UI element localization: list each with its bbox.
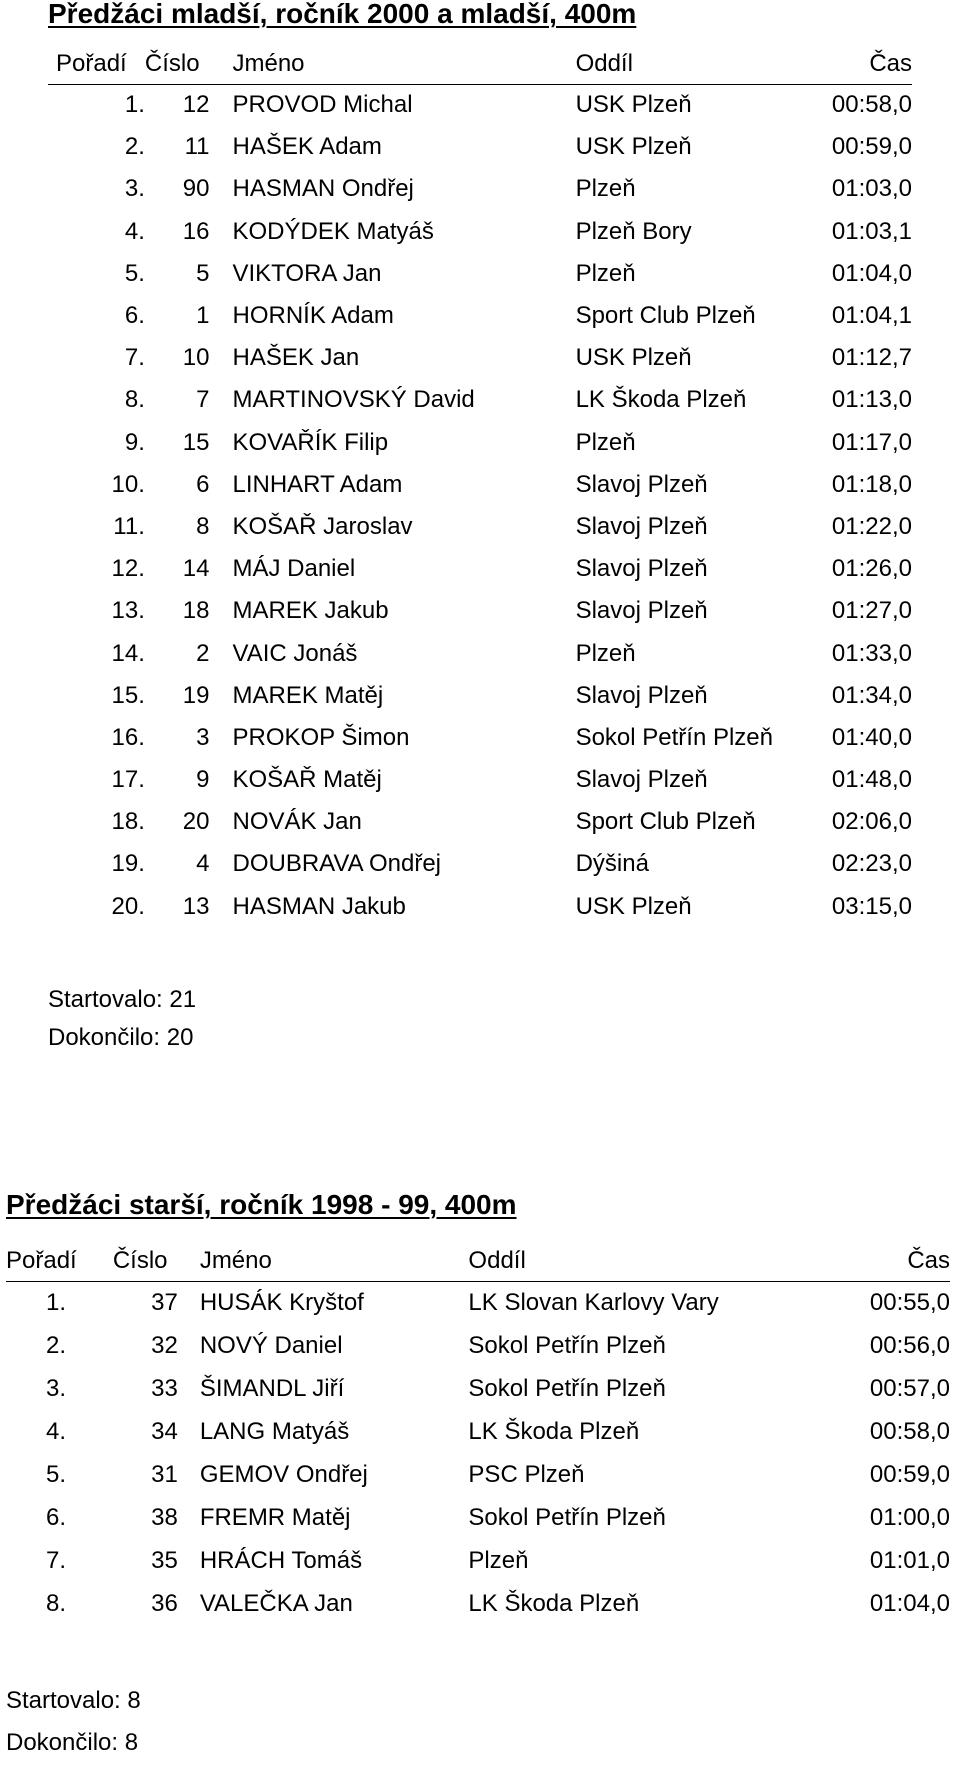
cell-rank: 2. xyxy=(124,133,145,161)
table-row xyxy=(6,1496,950,1539)
table-row xyxy=(48,253,912,295)
cell-rank: 7. xyxy=(124,344,145,372)
table-row xyxy=(48,464,912,506)
cell-club: LK Slovan Karlovy Vary xyxy=(468,1288,719,1316)
cell-number: 5 xyxy=(196,259,210,287)
cell-rank: 15. xyxy=(111,681,145,709)
cell-number: 3 xyxy=(196,723,210,751)
table-row xyxy=(6,1281,950,1324)
header-time: Čas xyxy=(869,50,912,77)
table-row xyxy=(48,843,912,885)
header-club: Oddíl xyxy=(575,50,633,77)
table-header-row xyxy=(48,50,912,84)
cell-name: GEMOV Ondřej xyxy=(199,1460,368,1488)
cell-time: 01:33,0 xyxy=(831,639,912,667)
cell-time: 01:22,0 xyxy=(831,512,912,540)
cell-rank: 7. xyxy=(46,1546,67,1574)
table-row xyxy=(48,422,912,464)
cell-club: Sokol Petřín Plzeň xyxy=(468,1503,666,1531)
cell-club: Dýšiná xyxy=(575,850,649,878)
cell-club: USK Plzeň xyxy=(575,344,692,372)
cell-rank: 8. xyxy=(46,1589,67,1617)
cell-time: 01:04,0 xyxy=(831,259,912,287)
cell-name: VALEČKA Jan xyxy=(199,1589,353,1617)
cell-time: 00:59,0 xyxy=(831,133,912,161)
cell-name: MAREK Jakub xyxy=(232,597,389,625)
cell-club: Sokol Petřín Plzeň xyxy=(468,1331,666,1359)
cell-rank: 20. xyxy=(111,892,145,920)
cell-time: 01:12,7 xyxy=(831,344,912,372)
cell-club: USK Plzeň xyxy=(575,892,692,920)
cell-name: HASMAN Ondřej xyxy=(232,175,414,203)
table-row xyxy=(6,1539,950,1582)
cell-number: 6 xyxy=(196,470,210,498)
cell-name: VIKTORA Jan xyxy=(232,259,382,287)
table-row xyxy=(48,337,912,379)
cell-name: LANG Matyáš xyxy=(199,1417,350,1445)
cell-time: 01:13,0 xyxy=(831,386,912,414)
cell-club: Plzeň xyxy=(575,428,636,456)
cell-club: Slavoj Plzeň xyxy=(575,597,708,625)
cell-rank: 11. xyxy=(113,512,145,540)
results-table-body xyxy=(48,84,912,928)
cell-number: 11 xyxy=(184,133,210,161)
cell-rank: 17. xyxy=(111,766,145,794)
results-table-body xyxy=(6,1281,950,1625)
cell-number: 12 xyxy=(182,91,210,119)
table-row xyxy=(6,1367,950,1410)
finished-count: Dokončilo: 8 xyxy=(6,1729,139,1756)
cell-name: HAŠEK Jan xyxy=(232,344,360,372)
cell-number: 38 xyxy=(151,1503,178,1531)
cell-club: USK Plzeň xyxy=(575,91,692,119)
header-name: Jméno xyxy=(232,50,305,77)
cell-rank: 10. xyxy=(111,470,145,498)
cell-club: LK Škoda Plzeň xyxy=(468,1589,640,1617)
cell-rank: 8. xyxy=(124,386,145,414)
cell-rank: 1. xyxy=(124,91,145,119)
cell-number: 31 xyxy=(151,1460,178,1488)
cell-rank: 16. xyxy=(111,723,145,751)
header-club: Oddíl xyxy=(468,1247,526,1274)
cell-name: DOUBRAVA Ondřej xyxy=(232,850,441,878)
cell-time: 01:26,0 xyxy=(831,555,912,583)
cell-number: 7 xyxy=(196,386,210,414)
header-rank: Pořadí xyxy=(6,1247,77,1274)
cell-time: 01:03,0 xyxy=(831,175,912,203)
table-row xyxy=(48,886,912,928)
table-row xyxy=(48,126,912,168)
cell-name: KOŠAŘ Matěj xyxy=(232,766,382,794)
cell-time: 01:34,0 xyxy=(831,681,912,709)
cell-rank: 19. xyxy=(111,850,145,878)
header-name: Jméno xyxy=(199,1247,272,1274)
section-title: Předžáci mladší, ročník 2000 a mladší, 400m xyxy=(48,0,637,29)
header-number: Číslo xyxy=(144,50,200,77)
cell-number: 19 xyxy=(182,681,210,709)
finished-count: Dokončilo: 20 xyxy=(48,1024,194,1051)
cell-name: VAIC Jonáš xyxy=(232,639,358,667)
cell-name: MARTINOVSKÝ David xyxy=(232,386,475,414)
started-count: Startovalo: 8 xyxy=(6,1687,141,1714)
cell-rank: 5. xyxy=(46,1460,67,1488)
cell-number: 36 xyxy=(151,1589,178,1617)
cell-rank: 18. xyxy=(111,808,145,836)
cell-time: 01:00,0 xyxy=(869,1503,950,1531)
table-row xyxy=(48,84,912,126)
cell-name: KOŠAŘ Jaroslav xyxy=(232,512,413,540)
table-row xyxy=(48,590,912,632)
cell-number: 4 xyxy=(196,850,210,878)
cell-time: 00:55,0 xyxy=(869,1288,950,1316)
table-row xyxy=(48,801,912,843)
cell-name: HAŠEK Adam xyxy=(232,133,382,161)
cell-time: 01:18,0 xyxy=(831,470,912,498)
cell-number: 16 xyxy=(182,217,210,245)
summary xyxy=(48,988,196,1050)
cell-rank: 1. xyxy=(46,1288,67,1316)
cell-rank: 3. xyxy=(124,175,145,203)
cell-club: PSC Plzeň xyxy=(468,1460,585,1488)
cell-rank: 4. xyxy=(124,217,145,245)
cell-time: 00:58,0 xyxy=(831,91,912,119)
cell-number: 34 xyxy=(151,1417,178,1445)
cell-number: 1 xyxy=(196,302,210,330)
table-row xyxy=(48,506,912,548)
cell-club: Slavoj Plzeň xyxy=(575,470,708,498)
table-row xyxy=(6,1582,950,1625)
cell-rank: 9. xyxy=(124,428,145,456)
cell-name: HORNÍK Adam xyxy=(232,302,394,330)
cell-club: Plzeň xyxy=(468,1546,529,1574)
cell-time: 02:23,0 xyxy=(831,850,912,878)
cell-time: 01:04,0 xyxy=(869,1589,950,1617)
cell-club: Plzeň xyxy=(575,639,636,667)
table-row xyxy=(48,717,912,759)
table-row xyxy=(48,548,912,590)
cell-number: 2 xyxy=(196,639,210,667)
cell-rank: 12. xyxy=(111,555,145,583)
cell-club: Slavoj Plzeň xyxy=(575,512,708,540)
table-row xyxy=(48,211,912,253)
table-row xyxy=(6,1324,950,1367)
cell-time: 00:57,0 xyxy=(869,1374,950,1402)
cell-time: 01:04,1 xyxy=(831,302,912,330)
header-time: Čas xyxy=(907,1247,950,1274)
cell-name: LINHART Adam xyxy=(232,470,403,498)
cell-number: 35 xyxy=(151,1546,178,1574)
cell-name: PROKOP Šimon xyxy=(232,723,410,751)
cell-time: 01:03,1 xyxy=(831,217,912,245)
started-count: Startovalo: 21 xyxy=(48,986,197,1013)
table-row xyxy=(6,1453,950,1496)
cell-number: 13 xyxy=(182,892,210,920)
cell-name: HASMAN Jakub xyxy=(232,892,406,920)
cell-time: 01:40,0 xyxy=(831,723,912,751)
cell-number: 18 xyxy=(182,597,210,625)
cell-number: 20 xyxy=(182,808,210,836)
cell-name: KOVAŘÍK Filip xyxy=(232,428,389,456)
cell-club: LK Škoda Plzeň xyxy=(575,386,747,414)
cell-club: Plzeň xyxy=(575,259,636,287)
cell-time: 02:06,0 xyxy=(831,808,912,836)
cell-name: ŠIMANDL Jiří xyxy=(199,1374,345,1402)
table-header-row xyxy=(6,1247,950,1281)
cell-time: 01:48,0 xyxy=(831,766,912,794)
cell-rank: 14. xyxy=(111,639,145,667)
table-row xyxy=(48,759,912,801)
cell-name: FREMR Matěj xyxy=(199,1503,351,1531)
cell-name: NOVÁK Jan xyxy=(232,808,362,836)
cell-club: Slavoj Plzeň xyxy=(575,555,708,583)
cell-rank: 4. xyxy=(46,1417,67,1445)
cell-name: PROVOD Michal xyxy=(232,91,413,119)
header-number: Číslo xyxy=(112,1247,168,1274)
cell-club: Slavoj Plzeň xyxy=(575,681,708,709)
cell-time: 01:27,0 xyxy=(831,597,912,625)
results-table xyxy=(6,1247,950,1625)
cell-club: LK Škoda Plzeň xyxy=(468,1417,640,1445)
cell-club: Sokol Petřín Plzeň xyxy=(575,723,773,751)
cell-club: Sport Club Plzeň xyxy=(575,808,756,836)
cell-number: 9 xyxy=(196,766,210,794)
summary xyxy=(6,1689,141,1755)
cell-name: MÁJ Daniel xyxy=(232,555,356,583)
cell-name: MAREK Matěj xyxy=(232,681,384,709)
table-row xyxy=(48,295,912,337)
cell-number: 32 xyxy=(151,1331,178,1359)
table-row xyxy=(48,632,912,674)
cell-name: HUSÁK Kryštof xyxy=(199,1288,364,1316)
cell-rank: 2. xyxy=(46,1331,67,1359)
cell-club: Sokol Petřín Plzeň xyxy=(468,1374,666,1402)
cell-rank: 3. xyxy=(46,1374,67,1402)
cell-club: USK Plzeň xyxy=(575,133,692,161)
cell-club: Sport Club Plzeň xyxy=(575,302,756,330)
cell-time: 00:58,0 xyxy=(869,1417,950,1445)
cell-rank: 13. xyxy=(111,597,145,625)
cell-number: 14 xyxy=(182,555,210,583)
table-row xyxy=(48,379,912,421)
table-row xyxy=(48,168,912,210)
section-title: Předžáci starší, ročník 1998 - 99, 400m xyxy=(6,1189,517,1220)
cell-number: 37 xyxy=(151,1288,178,1316)
header-rank: Pořadí xyxy=(56,50,127,77)
cell-club: Plzeň Bory xyxy=(575,217,692,245)
cell-time: 00:59,0 xyxy=(869,1460,950,1488)
cell-time: 01:01,0 xyxy=(869,1546,950,1574)
cell-number: 33 xyxy=(151,1374,178,1402)
cell-rank: 5. xyxy=(124,259,145,287)
cell-name: NOVÝ Daniel xyxy=(199,1331,343,1359)
cell-time: 01:17,0 xyxy=(831,428,912,456)
table-row xyxy=(6,1410,950,1453)
cell-number: 90 xyxy=(182,175,210,203)
cell-number: 10 xyxy=(182,344,210,372)
cell-number: 15 xyxy=(182,428,210,456)
cell-club: Plzeň xyxy=(575,175,636,203)
cell-time: 00:56,0 xyxy=(869,1331,950,1359)
cell-club: Slavoj Plzeň xyxy=(575,766,708,794)
cell-name: HRÁCH Tomáš xyxy=(199,1546,363,1574)
table-row xyxy=(48,675,912,717)
cell-number: 8 xyxy=(196,512,210,540)
cell-rank: 6. xyxy=(124,302,145,330)
cell-name: KODÝDEK Matyáš xyxy=(232,217,434,245)
cell-rank: 6. xyxy=(46,1503,67,1531)
results-table xyxy=(48,50,912,928)
cell-time: 03:15,0 xyxy=(831,892,912,920)
